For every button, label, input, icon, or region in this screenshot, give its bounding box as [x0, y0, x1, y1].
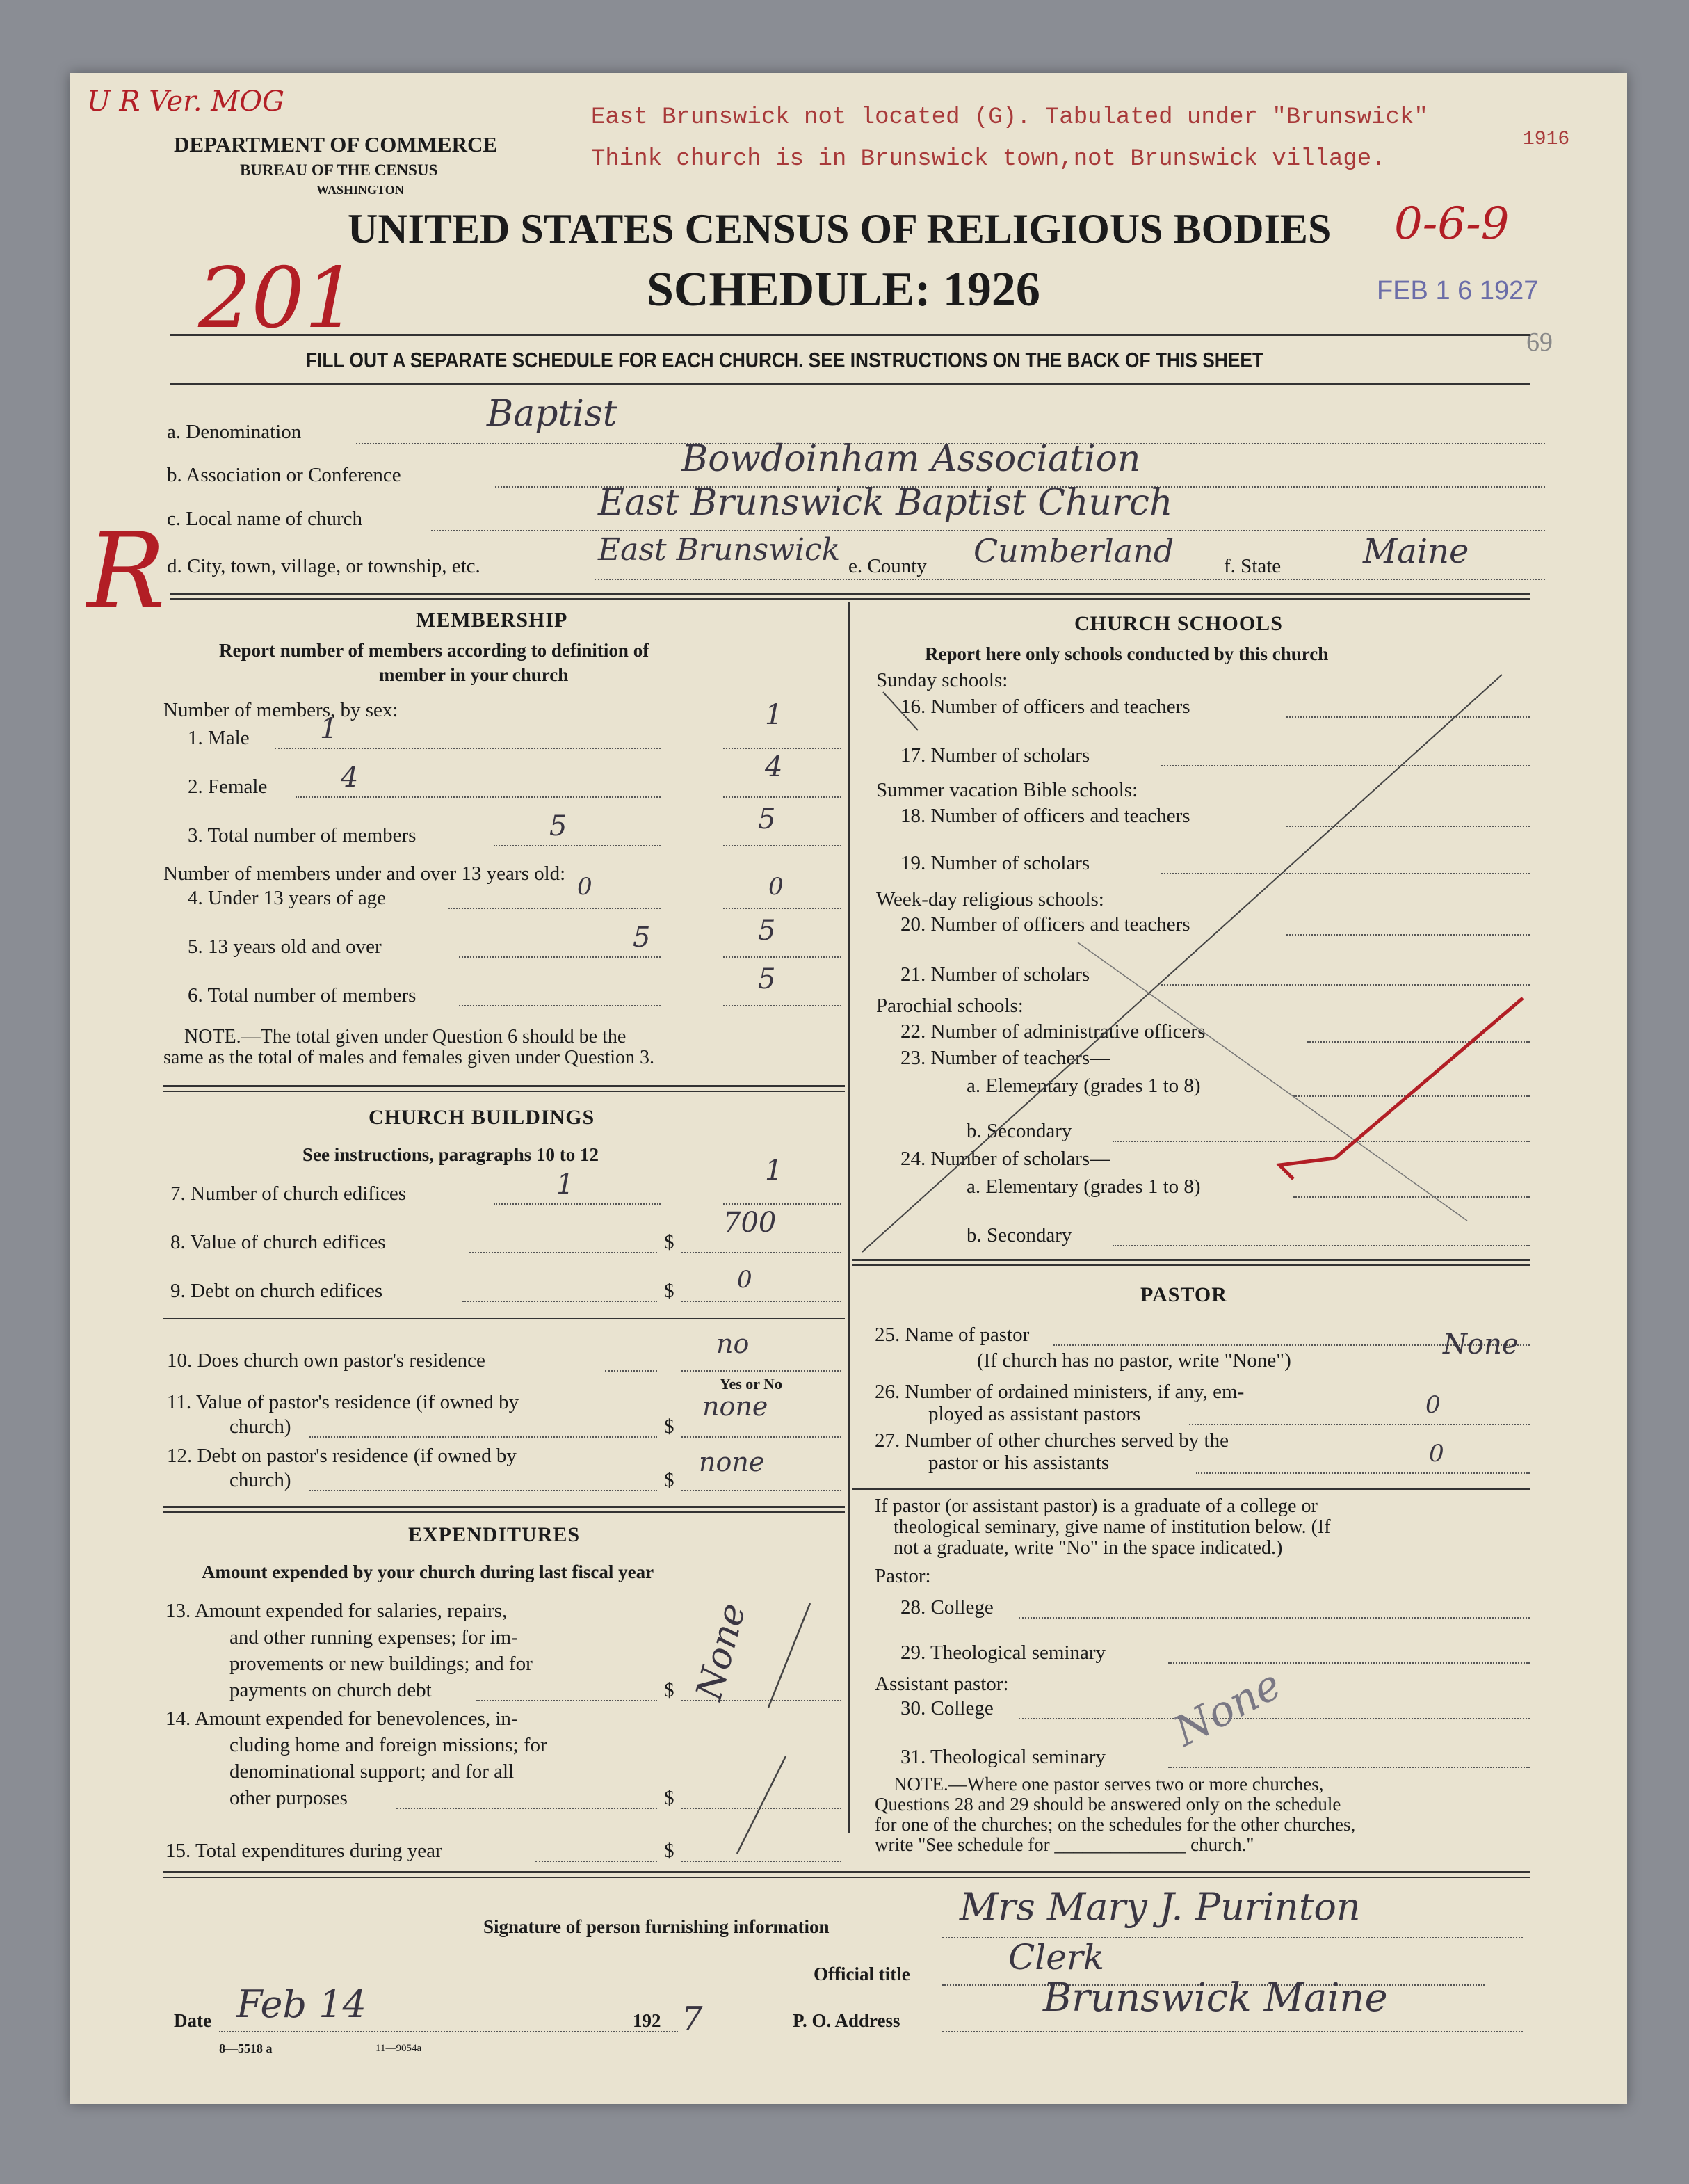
q13-label-4: payments on church debt: [229, 1679, 432, 1701]
local-name-label: c. Local name of church: [167, 508, 362, 530]
expenditures-none-answer: None: [688, 1598, 754, 1705]
form-title: UNITED STATES CENSUS OF RELIGIOUS BODIES: [348, 206, 1332, 252]
typed-year: 1916: [1523, 129, 1570, 150]
red-check-mark: [1279, 998, 1523, 1179]
schools-sub: Report here only schools conducted by this church: [925, 643, 1329, 664]
handwritten-verification-note: U R Ver. MOG: [87, 86, 285, 118]
q22-label: 22. Number of administrative officers: [900, 1020, 1206, 1043]
graduate-instruction-2: theological seminary, give name of institution below. (If: [894, 1516, 1331, 1538]
margin-number: 69: [1526, 328, 1553, 357]
q13-label-3: provements or new buildings; and for: [229, 1653, 533, 1675]
city-label: WASHINGTON: [316, 183, 404, 197]
q4-original-value: 0: [577, 873, 592, 901]
q24a-label: a. Elementary (grades 1 to 8): [967, 1175, 1201, 1198]
census-schedule-sheet: [70, 73, 1627, 2104]
sunday-schools-label: Sunday schools:: [876, 669, 1008, 691]
county-value: Cumberland: [973, 532, 1174, 570]
q11-answer: none: [702, 1391, 768, 1422]
q30-label: 30. College: [900, 1697, 994, 1719]
expenditure-stroke-2: [737, 1756, 786, 1854]
pastor-note-2: Questions 28 and 29 should be answered only on the schedule: [875, 1794, 1341, 1815]
association-label: b. Association or Conference: [167, 464, 401, 486]
membership-heading: MEMBERSHIP: [416, 609, 568, 632]
q11-label-1: 11. Value of pastor's residence (if owned by: [167, 1391, 519, 1413]
q4-under-13-label: 4. Under 13 years of age: [188, 887, 387, 909]
county-label: e. County: [848, 555, 927, 577]
q12-label-1: 12. Debt on pastor's residence (if owned by: [167, 1445, 517, 1467]
typed-note-not-located: East Brunswick not located (G). Tabulated under "Brunswick": [591, 104, 1428, 131]
by-age-label: Number of members under and over 13 years old:: [163, 862, 566, 885]
schools-tick-line: [883, 692, 918, 730]
pastor-note-4: write "See schedule for ______________ church.": [875, 1834, 1254, 1855]
q2-answer: 4: [765, 751, 783, 783]
q8-label: 8. Value of church edifices: [170, 1231, 386, 1253]
yes-no-hint: Yes or No: [720, 1375, 783, 1392]
q6-answer: 5: [758, 963, 776, 995]
q3-total-label: 3. Total number of members: [188, 824, 417, 846]
signature-value: Mrs Mary J. Purinton: [960, 1885, 1361, 1929]
q25-hint: (If church has no pastor, write "None"): [977, 1349, 1291, 1372]
department-label: DEPARTMENT OF COMMERCE: [174, 132, 498, 156]
handwritten-code: 0-6-9: [1394, 198, 1510, 250]
po-address-value: Brunswick Maine: [1043, 1975, 1388, 2021]
expenditures-sub: Amount expended by your church during last fiscal year: [202, 1561, 654, 1582]
year-digit: 7: [681, 2000, 703, 2039]
schools-faint-line: [1078, 942, 1467, 1221]
association-value: Bowdoinham Association: [681, 438, 1141, 480]
q20-label: 20. Number of officers and teachers: [900, 913, 1190, 936]
pastor-note-1: NOTE.—Where one pastor serves two or more churches,: [894, 1774, 1324, 1794]
q2-female-label: 2. Female: [188, 776, 268, 798]
q5-answer: 5: [758, 915, 776, 947]
buildings-sub: See instructions, paragraphs 10 to 12: [302, 1144, 599, 1165]
bureau-label: BUREAU OF THE CENSUS: [240, 161, 438, 179]
summer-schools-label: Summer vacation Bible schools:: [876, 779, 1138, 801]
q7-label: 7. Number of church edifices: [170, 1182, 407, 1205]
q17-label: 17. Number of scholars: [900, 744, 1090, 766]
expenditures-heading: EXPENDITURES: [408, 1523, 581, 1546]
q3-original-value: 5: [549, 810, 567, 842]
local-name-value: East Brunswick Baptist Church: [598, 482, 1173, 524]
official-title-value: Clerk: [1008, 1937, 1105, 1977]
q4-answer: 0: [768, 873, 784, 901]
state-label: f. State: [1224, 555, 1282, 577]
q14-label-1: 14. Amount expended for benevolences, in-: [165, 1708, 518, 1730]
membership-note-2: same as the total of males and females given under Question 3.: [163, 1047, 655, 1068]
membership-note-1: NOTE.—The total given under Question 6 should be the: [184, 1026, 627, 1047]
pastor-note-3: for one of the churches; on the schedules for the other churches,: [875, 1814, 1356, 1835]
q29-label: 29. Theological seminary: [900, 1641, 1106, 1664]
handwritten-r-mark: R: [87, 511, 165, 632]
q24-label: 24. Number of scholars—: [900, 1148, 1110, 1170]
q26-label-1: 26. Number of ordained ministers, if any, em-: [875, 1381, 1245, 1403]
q13-dollar: $: [664, 1679, 674, 1701]
q27-label-1: 27. Number of other churches served by the: [875, 1429, 1229, 1452]
q14-label-2: cluding home and foreign missions; for: [229, 1734, 547, 1756]
q5-original-value: 5: [633, 922, 651, 954]
membership-sub-2: member in your church: [379, 664, 569, 685]
q23a-label: a. Elementary (grades 1 to 8): [967, 1075, 1201, 1097]
q2-original-value: 4: [341, 762, 359, 794]
graduate-instruction-3: not a graduate, write "No" in the space indicated.): [894, 1537, 1283, 1559]
schools-heading: CHURCH SCHOOLS: [1074, 612, 1283, 635]
denomination-label: a. Denomination: [167, 421, 302, 443]
q23-label: 23. Number of teachers—: [900, 1047, 1110, 1069]
signature-label: Signature of person furnishing information: [483, 1916, 830, 1937]
q26-answer: 0: [1425, 1391, 1441, 1419]
q18-label: 18. Number of officers and teachers: [900, 805, 1190, 827]
q5-13-and-over-label: 5. 13 years old and over: [188, 936, 382, 958]
pastor-sub-label: Pastor:: [875, 1565, 931, 1587]
q19-label: 19. Number of scholars: [900, 852, 1090, 874]
membership-sub-1: Report number of members according to definition of: [219, 640, 649, 661]
instruction-line: FILL OUT A SEPARATE SCHEDULE FOR EACH CHURCH. SEE INSTRUCTIONS ON THE BACK OF THIS SHEET: [306, 348, 1264, 372]
q27-answer: 0: [1429, 1440, 1444, 1468]
pen-strokes-overlay: [70, 73, 1627, 2104]
print-number: 11—9054a: [375, 2043, 422, 2054]
denomination-value: Baptist: [487, 393, 617, 435]
q13-label-2: and other running expenses; for im-: [229, 1626, 518, 1648]
q21-label: 21. Number of scholars: [900, 963, 1090, 986]
by-sex-label: Number of members, by sex:: [163, 699, 398, 721]
received-date-stamp: FEB 1 6 1927: [1377, 276, 1539, 305]
city-town-value: East Brunswick: [598, 532, 841, 568]
city-town-label: d. City, town, village, or township, etc.: [167, 555, 480, 577]
q12-label-2: church): [229, 1469, 291, 1491]
form-number: 8—5518 a: [219, 2041, 273, 2055]
date-label: Date: [174, 2010, 211, 2031]
official-title-label: Official title: [814, 1964, 910, 1984]
q3-answer: 5: [758, 803, 776, 835]
q13-label-1: 13. Amount expended for salaries, repairs,: [165, 1600, 508, 1622]
pastor-heading: PASTOR: [1140, 1283, 1227, 1306]
assistant-pastor-label: Assistant pastor:: [875, 1673, 1009, 1695]
q24b-label: b. Secondary: [967, 1224, 1072, 1246]
schools-cancel-line: [862, 675, 1502, 1252]
q8-dollar: $: [664, 1231, 674, 1253]
q25-label: 25. Name of pastor: [875, 1324, 1030, 1346]
buildings-heading: CHURCH BUILDINGS: [369, 1106, 595, 1129]
state-value: Maine: [1363, 532, 1469, 571]
q23b-label: b. Secondary: [967, 1120, 1072, 1142]
handwritten-number: 201: [198, 250, 358, 347]
parochial-schools-label: Parochial schools:: [876, 995, 1024, 1017]
college-none-answer: None: [1166, 1660, 1289, 1756]
q15-label: 15. Total expenditures during year: [165, 1840, 442, 1862]
q1-male-label: 1. Male: [188, 727, 250, 749]
expenditure-stroke-1: [768, 1603, 810, 1708]
q9-label: 9. Debt on church edifices: [170, 1280, 383, 1302]
po-address-label: P. O. Address: [793, 2010, 900, 2031]
q16-label: 16. Number of officers and teachers: [900, 696, 1190, 718]
q27-label-2: pastor or his assistants: [928, 1452, 1110, 1474]
schedule-title: SCHEDULE: 1926: [647, 263, 1040, 316]
q11-label-2: church): [229, 1415, 291, 1438]
q1-answer: 1: [765, 699, 783, 731]
q11-dollar: $: [664, 1415, 674, 1438]
q15-dollar: $: [664, 1840, 674, 1862]
typed-note-town: Think church is in Brunswick town,not Brunswick village.: [591, 146, 1386, 172]
q12-dollar: $: [664, 1469, 674, 1491]
q25-answer: None: [1443, 1328, 1519, 1360]
q26-label-2: ployed as assistant pastors: [928, 1403, 1141, 1425]
q10-answer: no: [716, 1328, 750, 1359]
q14-label-4: other purposes: [229, 1787, 348, 1809]
q1-original-value: 1: [320, 713, 338, 745]
q12-answer: none: [699, 1447, 765, 1477]
q6-total-label: 6. Total number of members: [188, 984, 417, 1006]
graduate-instruction-1: If pastor (or assistant pastor) is a graduate of a college or: [875, 1495, 1318, 1517]
q7-original-value: 1: [556, 1169, 574, 1201]
q31-label: 31. Theological seminary: [900, 1746, 1106, 1768]
q7-answer: 1: [765, 1155, 783, 1187]
q14-label-3: denominational support; and for all: [229, 1760, 515, 1783]
weekday-schools-label: Week-day religious schools:: [876, 888, 1104, 910]
q14-dollar: $: [664, 1787, 674, 1809]
q8-answer: 700: [723, 1207, 777, 1239]
q9-answer: 0: [737, 1266, 752, 1294]
q9-dollar: $: [664, 1280, 674, 1302]
year-prefix: 192: [633, 2010, 661, 2031]
date-value: Feb 14: [236, 1982, 366, 2026]
q10-label: 10. Does church own pastor's residence: [167, 1349, 485, 1372]
q28-label: 28. College: [900, 1596, 994, 1619]
